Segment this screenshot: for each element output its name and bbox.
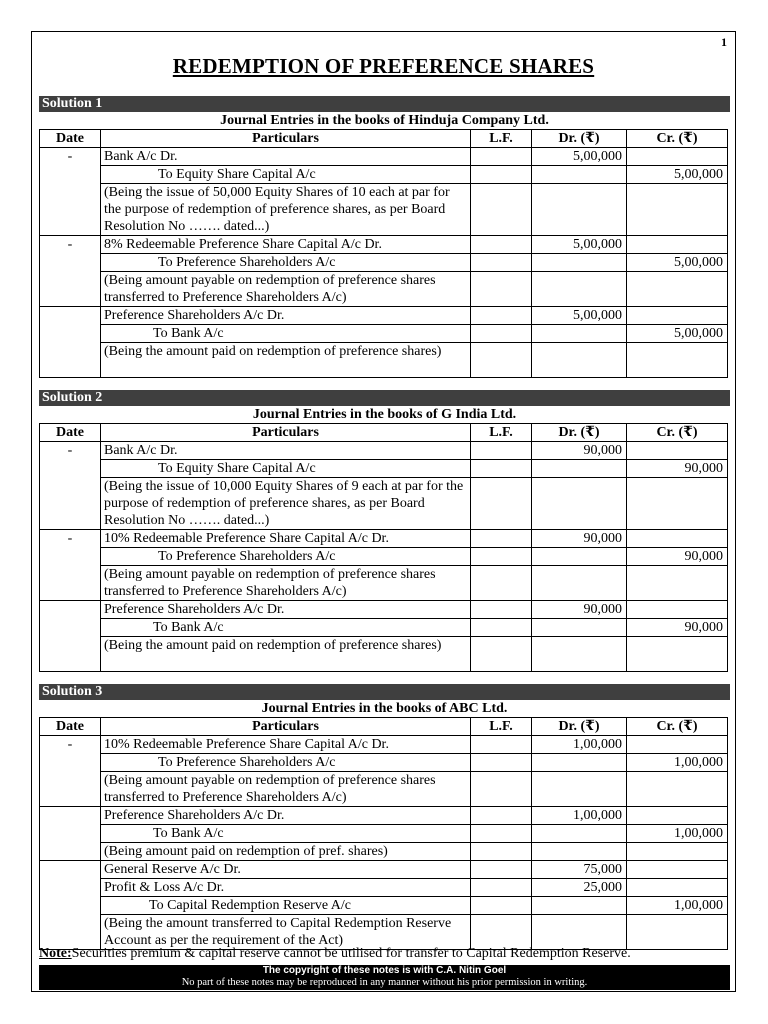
table-row [40,166,728,184]
debit-amount [532,254,627,272]
solution-section [39,96,730,378]
lf-cell [471,843,532,861]
lf-cell [471,236,532,254]
credit-amount [627,843,728,861]
lf-cell [471,148,532,166]
column-header-date: Date [40,718,101,736]
credit-amount [627,442,728,460]
particulars-cell: Bank A/c Dr. [101,442,471,460]
credit-amount [627,530,728,548]
table-row [40,272,728,307]
lf-cell [471,254,532,272]
credit-amount [627,807,728,825]
journal-entry [40,530,728,601]
column-header-lf: L.F. [471,130,532,148]
table-row [40,879,728,897]
credit-amount [627,879,728,897]
lf-cell [471,460,532,478]
entry-date: - [40,530,101,601]
entry-date: - [40,736,101,807]
lf-cell [471,343,532,378]
table-header-row [40,718,728,736]
debit-amount: 5,00,000 [532,148,627,166]
lf-cell [471,307,532,325]
journal-title: Journal Entries in the books of ABC Ltd. [261,701,508,716]
debit-amount [532,460,627,478]
solution-section [39,390,730,672]
particulars-cell: 10% Redeemable Preference Share Capital A/c Dr. [101,736,471,754]
credit-amount: 90,000 [627,460,728,478]
solution-label: Solution 2 [39,390,730,406]
debit-amount [532,843,627,861]
credit-amount [627,478,728,530]
lf-cell [471,637,532,672]
debit-amount [532,343,627,378]
credit-amount [627,343,728,378]
particulars-cell: General Reserve A/c Dr. [101,861,471,879]
table-row [40,915,728,950]
debit-amount [532,772,627,807]
debit-amount [532,637,627,672]
table-row [40,754,728,772]
particulars-cell: (Being the amount paid on redemption of preference shares) [101,343,471,378]
journal-entry [40,236,728,307]
table-row [40,566,728,601]
table-row [40,307,728,325]
debit-amount: 5,00,000 [532,307,627,325]
credit-amount: 1,00,000 [627,825,728,843]
credit-amount [627,272,728,307]
column-header-cr: Cr. (₹) [627,424,728,442]
page-frame [31,31,736,992]
table-row [40,236,728,254]
table-row [40,548,728,566]
debit-amount: 90,000 [532,601,627,619]
lf-cell [471,166,532,184]
journal-title: Journal Entries in the books of G India Ltd. [252,407,517,422]
particulars-cell: To Preference Shareholders A/c [101,548,471,566]
solution-label: Solution 3 [39,684,730,700]
table-row [40,530,728,548]
particulars-cell: (Being amount payable on redemption of preference shares transferred to Preference Shareholders A/c) [101,566,471,601]
lf-cell [471,442,532,460]
particulars-cell: (Being amount payable on redemption of preference shares transferred to Preference Shareholders A/c) [101,272,471,307]
column-header-cr: Cr. (₹) [627,718,728,736]
lf-cell [471,736,532,754]
particulars-cell: Preference Shareholders A/c Dr. [101,601,471,619]
note-text: Securities premium & capital reserve cannot be utilised for transfer to Capital Redemption Reserve. [71,946,631,961]
lf-cell [471,825,532,843]
debit-amount: 5,00,000 [532,236,627,254]
journal-title: Journal Entries in the books of Hinduja Company Ltd. [220,113,549,128]
table-row [40,736,728,754]
page-number: 1 [721,35,727,49]
particulars-cell: (Being the amount paid on redemption of preference shares) [101,637,471,672]
lf-cell [471,861,532,879]
debit-amount: 90,000 [532,442,627,460]
entry-date [40,601,101,672]
lf-cell [471,566,532,601]
journal-entry [40,861,728,950]
debit-amount [532,897,627,915]
particulars-cell: Bank A/c Dr. [101,148,471,166]
lf-cell [471,325,532,343]
table-row [40,148,728,166]
solution-section [39,684,730,950]
credit-amount [627,307,728,325]
credit-amount [627,637,728,672]
note [39,946,730,962]
column-header-date: Date [40,130,101,148]
lf-cell [471,478,532,530]
column-header-dr: Dr. (₹) [532,130,627,148]
particulars-cell: 10% Redeemable Preference Share Capital A/c Dr. [101,530,471,548]
table-row [40,478,728,530]
lf-cell [471,879,532,897]
credit-amount [627,736,728,754]
table-row [40,772,728,807]
debit-amount: 75,000 [532,861,627,879]
column-header-cr: Cr. (₹) [627,130,728,148]
particulars-cell: To Capital Redemption Reserve A/c [101,897,471,915]
credit-amount [627,861,728,879]
particulars-cell: Profit & Loss A/c Dr. [101,879,471,897]
lf-cell [471,548,532,566]
table-row [40,843,728,861]
column-header-lf: L.F. [471,718,532,736]
solution-label: Solution 1 [39,96,730,112]
particulars-cell: Preference Shareholders A/c Dr. [101,807,471,825]
debit-amount [532,548,627,566]
credit-amount [627,236,728,254]
table-row [40,807,728,825]
journal-entry [40,148,728,236]
column-header-particulars: Particulars [101,130,471,148]
journal-entry [40,442,728,530]
column-header-particulars: Particulars [101,718,471,736]
particulars-cell: (Being amount payable on redemption of preference shares transferred to Preference Shareholders A/c) [101,772,471,807]
journal-entry [40,601,728,672]
entry-date [40,861,101,950]
entry-date [40,807,101,861]
journal-table [39,423,728,672]
credit-amount [627,566,728,601]
credit-amount: 90,000 [627,619,728,637]
particulars-cell: (Being the amount transferred to Capital Redemption Reserve Account as per the requirement of the Act) [101,915,471,950]
lf-cell [471,601,532,619]
table-row [40,897,728,915]
table-row [40,442,728,460]
entry-date: - [40,236,101,307]
credit-amount: 1,00,000 [627,754,728,772]
credit-amount [627,772,728,807]
credit-amount: 5,00,000 [627,166,728,184]
entry-date: - [40,148,101,236]
table-header-row [40,424,728,442]
debit-amount [532,272,627,307]
table-row [40,619,728,637]
lf-cell [471,619,532,637]
debit-amount [532,478,627,530]
lf-cell [471,772,532,807]
debit-amount [532,184,627,236]
credit-amount: 90,000 [627,548,728,566]
particulars-cell: To Equity Share Capital A/c [101,460,471,478]
lf-cell [471,915,532,950]
particulars-cell: To Equity Share Capital A/c [101,166,471,184]
column-header-dr: Dr. (₹) [532,718,627,736]
credit-amount: 1,00,000 [627,897,728,915]
debit-amount: 1,00,000 [532,807,627,825]
particulars-cell: To Preference Shareholders A/c [101,754,471,772]
debit-amount [532,825,627,843]
particulars-cell: (Being amount paid on redemption of pref. shares) [101,843,471,861]
column-header-date: Date [40,424,101,442]
particulars-cell: To Preference Shareholders A/c [101,254,471,272]
table-header-row [40,130,728,148]
particulars-cell: (Being the issue of 50,000 Equity Shares of 10 each at par for the purpose of redemption of preference shares, as per Board Resolution No ……. dated...) [101,184,471,236]
credit-amount [627,148,728,166]
credit-amount: 5,00,000 [627,325,728,343]
lf-cell [471,272,532,307]
journal-entry [40,307,728,378]
table-row [40,861,728,879]
particulars-cell: (Being the issue of 10,000 Equity Shares of 9 each at par for the purpose of redemption of preference shares, as per Board Resolution No ……. dated...) [101,478,471,530]
table-row [40,637,728,672]
table-row [40,343,728,378]
credit-amount [627,915,728,950]
table-row [40,254,728,272]
column-header-particulars: Particulars [101,424,471,442]
journal-table [39,717,728,950]
debit-amount [532,566,627,601]
lf-cell [471,184,532,236]
copyright-notice: No part of these notes may be reproduced in any manner without his prior permission in writing. [181,977,588,988]
debit-amount [532,619,627,637]
journal-entry [40,736,728,807]
credit-amount [627,184,728,236]
table-row [40,601,728,619]
copyright-footer [39,965,730,990]
debit-amount: 90,000 [532,530,627,548]
credit-amount [627,601,728,619]
entry-date [40,307,101,378]
debit-amount [532,166,627,184]
particulars-cell: To Bank A/c [101,325,471,343]
particulars-cell: To Bank A/c [101,825,471,843]
debit-amount: 1,00,000 [532,736,627,754]
lf-cell [471,754,532,772]
debit-amount: 25,000 [532,879,627,897]
note-label: Note: [39,946,72,961]
lf-cell [471,530,532,548]
particulars-cell: 8% Redeemable Preference Share Capital A/c Dr. [101,236,471,254]
particulars-cell: Preference Shareholders A/c Dr. [101,307,471,325]
lf-cell [471,807,532,825]
journal-table [39,129,728,378]
table-row [40,184,728,236]
entry-date: - [40,442,101,530]
journal-entry [40,807,728,861]
column-header-lf: L.F. [471,424,532,442]
table-row [40,325,728,343]
particulars-cell: To Bank A/c [101,619,471,637]
table-row [40,825,728,843]
debit-amount [532,754,627,772]
debit-amount [532,325,627,343]
debit-amount [532,915,627,950]
credit-amount: 5,00,000 [627,254,728,272]
column-header-dr: Dr. (₹) [532,424,627,442]
table-row [40,460,728,478]
copyright-line: The copyright of these notes is with C.A. Nitin Goel [262,965,507,976]
page-title: REDEMPTION OF PREFERENCE SHARES [172,54,595,78]
lf-cell [471,897,532,915]
